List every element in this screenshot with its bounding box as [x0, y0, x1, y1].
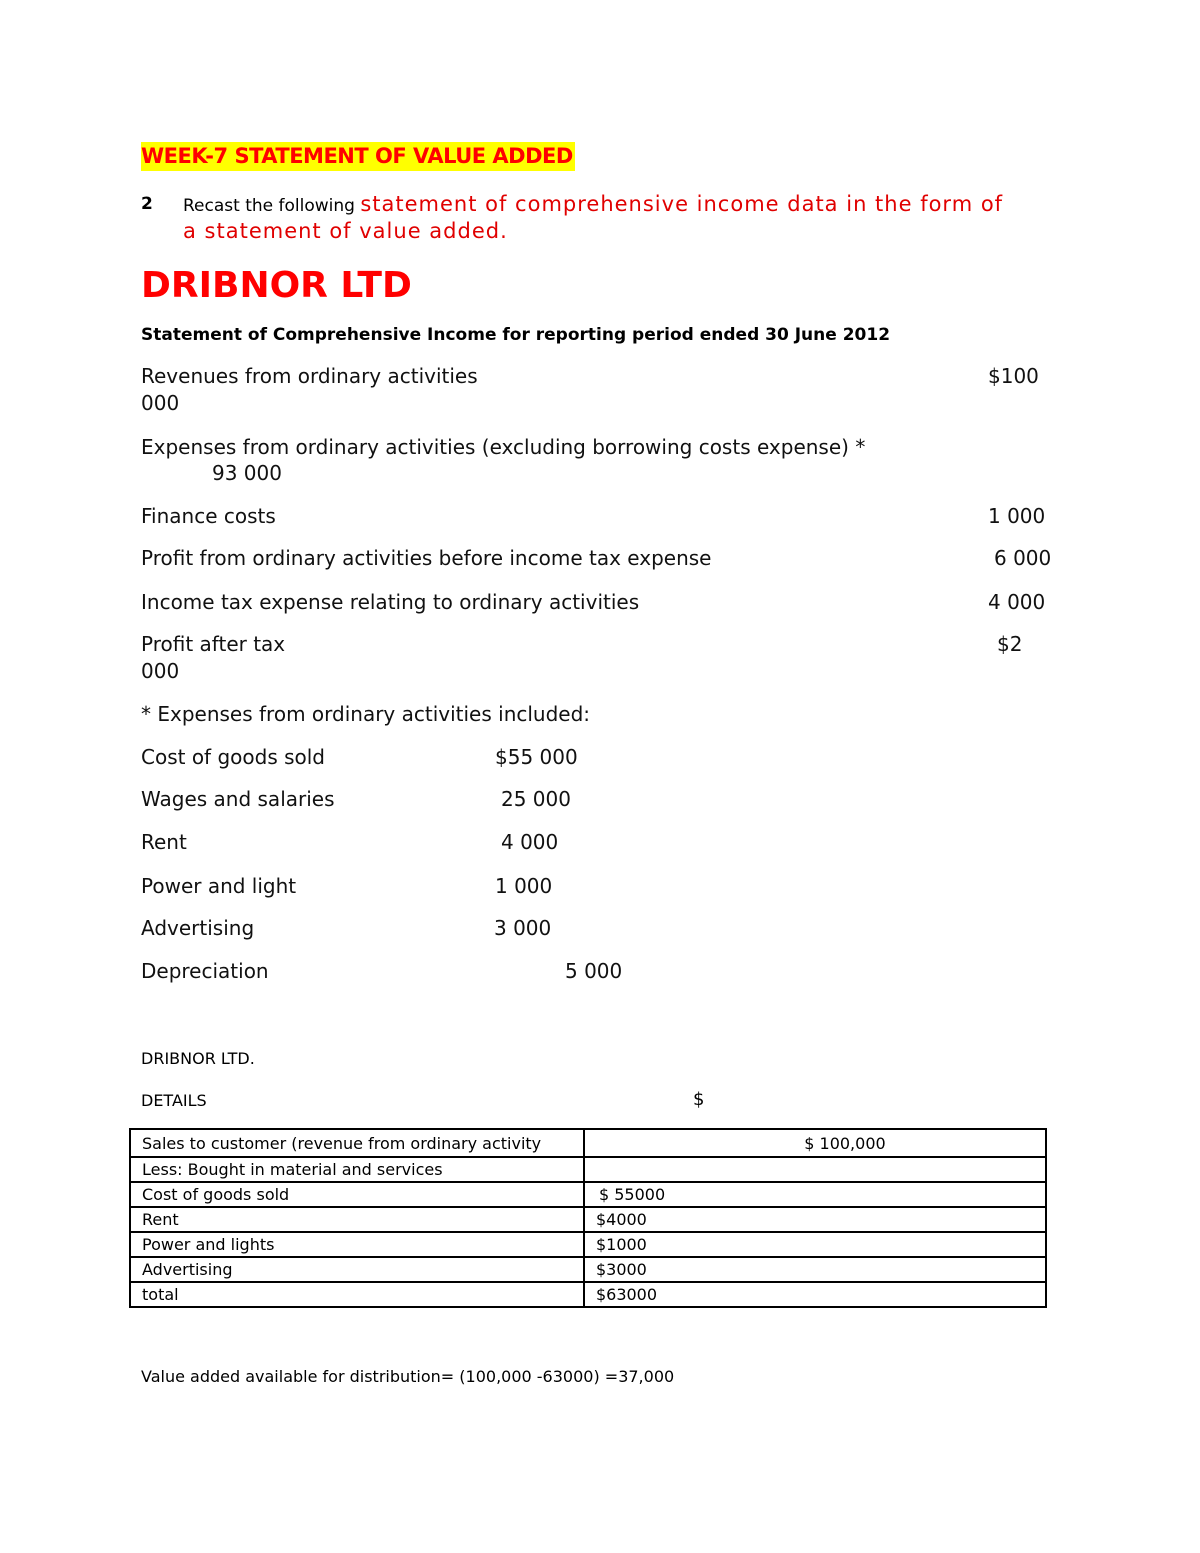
table-cell-label: total [130, 1282, 584, 1307]
profit-after-tax-value: $2 [997, 632, 1023, 656]
profit-before-tax-label: Profit from ordinary activities before income tax expense [141, 546, 712, 570]
expenses-label: Expenses from ordinary activities (excluding borrowing costs expense) * [141, 435, 866, 459]
revenues-value: $100 [988, 364, 1039, 388]
table-cell-label: Cost of goods sold [130, 1182, 584, 1207]
profit-before-tax-value: 6 000 [994, 546, 1052, 570]
table-row [130, 1207, 1046, 1232]
table-cell-value: $63000 [584, 1282, 1046, 1307]
table-row [130, 1232, 1046, 1257]
finance-costs-label: Finance costs [141, 504, 276, 528]
question-highlight-line1: statement of comprehensive income data in the form of [360, 192, 1004, 216]
revenues-label: Revenues from ordinary activities [141, 364, 478, 388]
value-added-result: Value added available for distribution= (100,000 -63000) =37,000 [141, 1367, 675, 1386]
details-label: DETAILS [141, 1091, 207, 1110]
revenues-value-wrap: 000 [141, 391, 180, 415]
table-cell-value [584, 1157, 1046, 1182]
table-cell-value: $3000 [584, 1257, 1046, 1282]
expense-item-label: Cost of goods sold [141, 745, 326, 769]
expense-item-label: Power and light [141, 874, 297, 898]
table-cell-label: Advertising [130, 1257, 584, 1282]
question-intro: Recast the following [183, 196, 361, 216]
question-text [183, 192, 1003, 216]
finance-costs-value: 1 000 [988, 504, 1046, 528]
expense-item-value: 1 000 [495, 874, 553, 898]
table-cell-label: Sales to customer (revenue from ordinary activity [130, 1129, 584, 1157]
profit-after-tax-label: Profit after tax [141, 632, 286, 656]
income-tax-value: 4 000 [988, 590, 1046, 614]
page-heading: WEEK-7 STATEMENT OF VALUE ADDED [141, 142, 575, 171]
table-cell-label: Rent [130, 1207, 584, 1232]
expense-item-label: Rent [141, 830, 187, 854]
table-cell-value: $4000 [584, 1207, 1046, 1232]
table-row [130, 1282, 1046, 1307]
expense-item-value: $55 000 [495, 745, 578, 769]
question-number: 2 [141, 194, 153, 214]
table-cell-value: $ 100,000 [584, 1129, 1046, 1157]
table-cell-value: $ 55000 [584, 1182, 1046, 1207]
expense-item-value: 25 000 [501, 787, 571, 811]
value-added-table [129, 1128, 1047, 1308]
expense-item-value: 3 000 [494, 916, 552, 940]
table-row [130, 1157, 1046, 1182]
profit-after-tax-value-wrap: 000 [141, 659, 180, 683]
table-row [130, 1182, 1046, 1207]
table-cell-value: $1000 [584, 1232, 1046, 1257]
expense-item-label: Advertising [141, 916, 255, 940]
income-tax-label: Income tax expense relating to ordinary activities [141, 590, 640, 614]
expense-item-value: 5 000 [565, 959, 623, 983]
currency-label: $ [693, 1089, 705, 1110]
expense-item-label: Depreciation [141, 959, 269, 983]
company-title: DRIBNOR LTD [141, 265, 412, 306]
table-row [130, 1257, 1046, 1282]
expenses-value: 93 000 [212, 461, 282, 485]
table-row [130, 1129, 1046, 1157]
expenses-note: * Expenses from ordinary activities included: [141, 702, 591, 726]
question-highlight-line2: a statement of value added. [183, 219, 508, 243]
expense-item-label: Wages and salaries [141, 787, 335, 811]
statement-title: Statement of Comprehensive Income for reporting period ended 30 June 2012 [141, 325, 891, 345]
expense-item-value: 4 000 [501, 830, 559, 854]
table-cell-label: Less: Bought in material and services [130, 1157, 584, 1182]
answer-company: DRIBNOR LTD. [141, 1049, 255, 1068]
table-cell-label: Power and lights [130, 1232, 584, 1257]
